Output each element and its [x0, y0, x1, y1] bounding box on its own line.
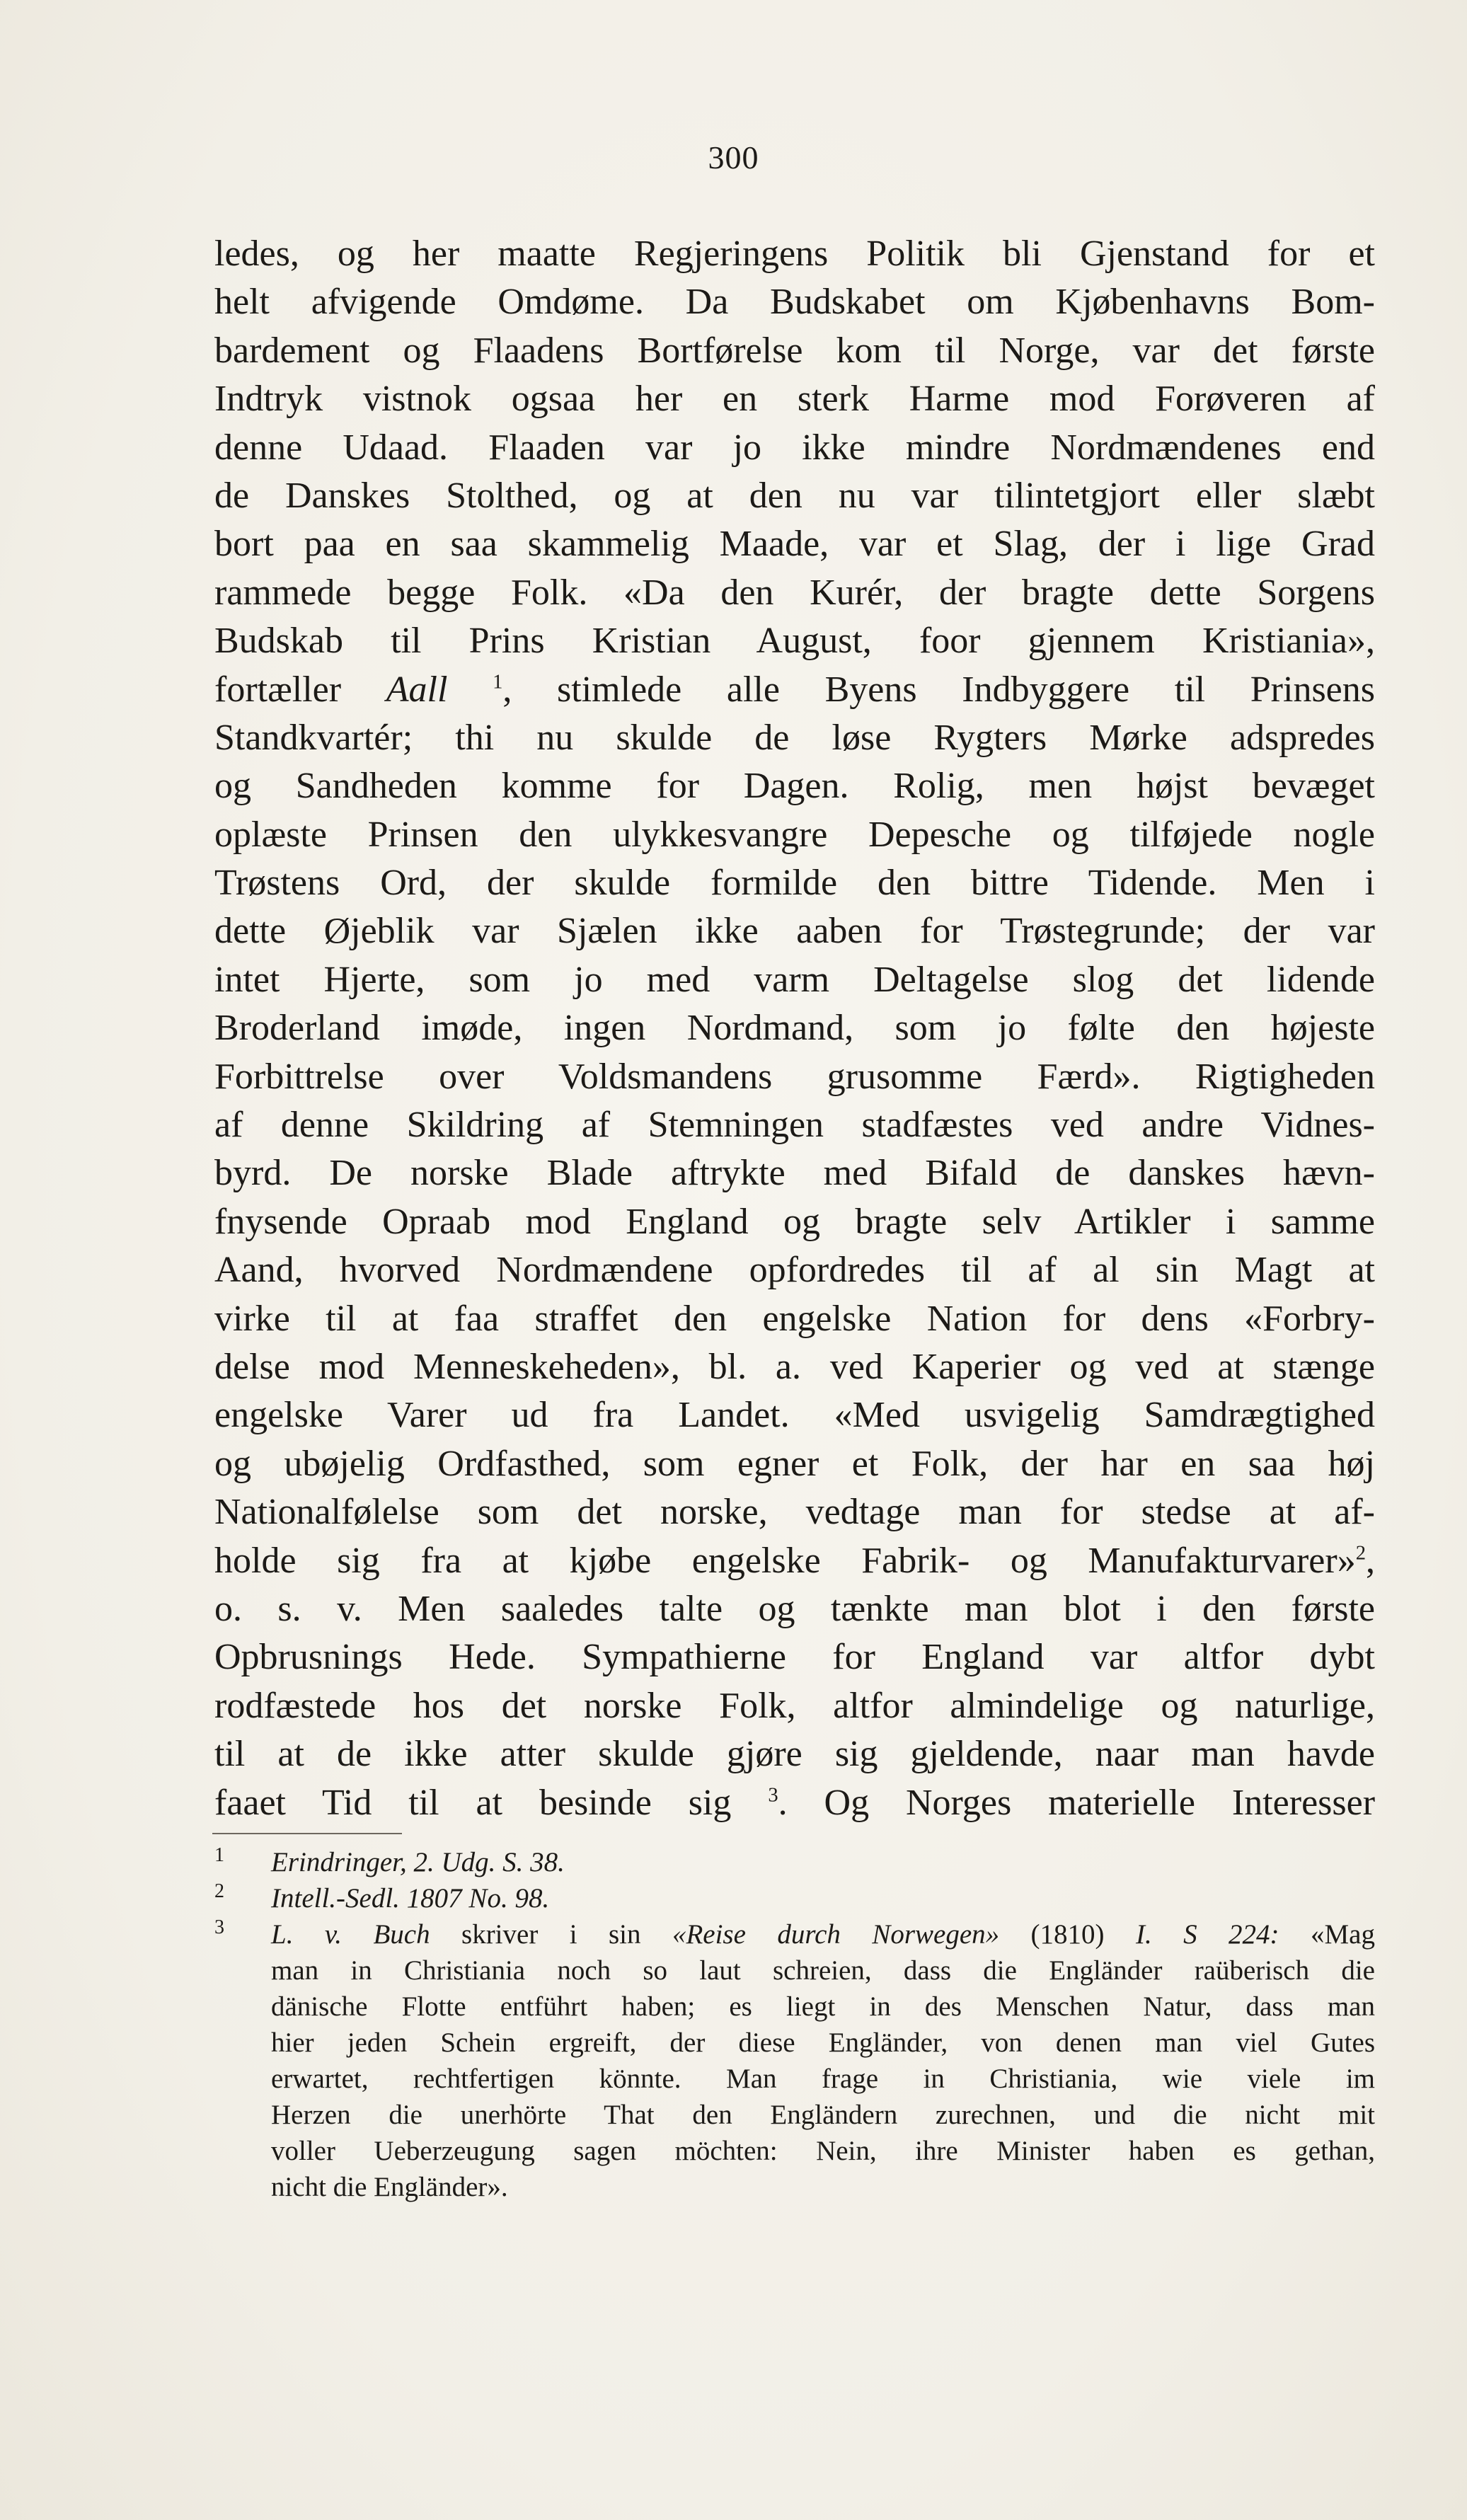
footnote-1: 1 Erindringer, 2. Udg. S. 38. — [214, 1844, 565, 1877]
footnote-3-line: erwartet, rechtfertigen könnte. Man frage in Christiania, wie viele im — [271, 2064, 1375, 2094]
page-number: 300 — [708, 139, 759, 176]
text-line: dette Øjeblik var Sjælen ikke aaben for Trøstegrunde; der var — [214, 911, 1375, 952]
cited-page: I. S 224: — [1135, 1919, 1279, 1950]
cited-work: «Reise durch Norwegen» — [672, 1919, 1000, 1950]
text-line: og Sandheden komme for Dagen. Rolig, men højst bevæget — [214, 766, 1375, 807]
text-line: Indtryk vistnok ogsaa her en sterk Harme mod Forøveren af — [214, 379, 1375, 420]
footnotes — [214, 1844, 1375, 2205]
text-line: oplæste Prinsen den ulykkesvangre Depesche og tilføjede nogle — [214, 814, 1375, 855]
footnote-3-line: hier jeden Schein ergreift, der diese Engländer, von denen man viel Gutes — [271, 2027, 1375, 2058]
text-segment: , — [1366, 1540, 1375, 1581]
text-segment: fortæller — [214, 669, 342, 710]
text-line: Trøstens Ord, der skulde formilde den bittre Tidende. Men i — [214, 863, 1375, 904]
text-line: ledes, og her maatte Regjeringens Politik bli Gjenstand for et — [214, 234, 1375, 274]
footnote-ref: 1 — [493, 671, 503, 694]
text-line: Nationalfølelse som det norske, vedtage man for stedse at af- — [214, 1492, 1375, 1533]
text-line: Standkvartér; thi nu skulde de løse Rygters Mørke adspredes — [214, 717, 1375, 758]
footnote-text: Erindringer, 2. Udg. S. 38. — [271, 1847, 565, 1877]
text-line: o. s. v. Men saaledes talte og tænkte man blot i den første — [214, 1588, 1375, 1629]
text-line: Budskab til Prins Kristian August, foor gjennem Kristiania», — [214, 621, 1375, 662]
footnote-3-line: Herzen die unerhörte That den Engländern zurechnen, und die nicht mit — [271, 2100, 1375, 2130]
body-text — [214, 230, 1375, 1827]
footnote-divider — [212, 1833, 402, 1834]
footnote-3-line: man in Christiania noch so laut schreien, dass die Engländer raüberisch die — [271, 1955, 1375, 1986]
text-line: til at de ikke atter skulde gjøre sig gjeldende, naar man havde — [214, 1734, 1375, 1775]
footnote-3-line: dänische Flotte entführt haben; es liegt in des Menschen Natur, dass man — [271, 1991, 1375, 2022]
text-line: Aand, hvorved Nordmændene opfordredes til af al sin Magt at — [214, 1250, 1375, 1291]
text-segment: , stimlede alle Byens Indbyggere til Prinsens — [502, 669, 1375, 710]
text-line: bort paa en saa skammelig Maade, var et Slag, der i lige Grad — [214, 524, 1375, 565]
text-line: Broderland imøde, ingen Nordmand, som jo følte den højeste — [214, 1008, 1375, 1049]
text-segment: holde sig fra at kjøbe engelske Fabrik- og Manufakturvarer» — [214, 1540, 1356, 1581]
footnote-ref: 2 — [1355, 1542, 1366, 1565]
text-line-with-citation — [214, 1537, 1375, 1585]
text-segment: skriver i sin — [430, 1919, 672, 1950]
text-segment: . Og Norges materielle Interesser — [778, 1782, 1376, 1823]
text-line: rammede begge Folk. «Da den Kurér, der bragte dette Sorgens — [214, 572, 1375, 613]
text-line: af denne Skildring af Stemningen stadfæstes ved andre Vidnes- — [214, 1105, 1375, 1146]
text-line-with-citation — [214, 666, 1375, 714]
text-line: engelske Varer ud fra Landet. «Med usvigelig Samdrægtighed — [214, 1395, 1375, 1436]
footnote-ref: 3 — [768, 1784, 778, 1807]
text-line: byrd. De norske Blade aftrykte med Bifald de danskes hævn- — [214, 1153, 1375, 1194]
footnote-3-line: 3 L. v. Buch skriver i sin «Reise durch Norwegen» (1810) I. S 224: «Mag — [214, 1916, 1375, 1950]
cited-author: L. v. Buch — [271, 1919, 430, 1950]
cited-author: Aall — [386, 669, 448, 710]
text-line: rodfæstede hos det norske Folk, altfor almindelige og naturlige, — [214, 1685, 1375, 1726]
text-line: bardement og Flaadens Bortførelse kom til Norge, var det første — [214, 330, 1375, 371]
text-line: denne Udaad. Flaaden var jo ikke mindre Nordmændenes end — [214, 427, 1375, 468]
text-line-with-citation — [214, 1779, 1375, 1827]
text-line: helt afvigende Omdøme. Da Budskabet om Kjøbenhavns Bom- — [214, 282, 1375, 323]
text-line: de Danskes Stolthed, og at den nu var tilintetgjort eller slæbt — [214, 475, 1375, 516]
text-segment: «Mag — [1279, 1919, 1375, 1950]
footnote-3-line: voller Ueberzeugung sagen möchten: Nein, ihre Minister haben es gethan, — [271, 2136, 1375, 2166]
footnote-text: Intell.-Sedl. 1807 No. 98. — [271, 1883, 550, 1914]
text-line: intet Hjerte, som jo med varm Deltagelse slog det lidende — [214, 959, 1375, 1000]
footnote-3-line: nicht die Engländer». — [271, 2172, 508, 2202]
text-line: Forbittrelse over Voldsmandens grusomme Færd». Rigtigheden — [214, 1056, 1375, 1097]
text-line: og ubøjelig Ordfasthed, som egner et Folk, der har en saa høj — [214, 1443, 1375, 1484]
text-segment: faaet Tid til at besinde sig — [214, 1782, 732, 1823]
text-line: Opbrusnings Hede. Sympathierne for England var altfor dybt — [214, 1637, 1375, 1678]
text-line: virke til at faa straffet den engelske Nation for dens «Forbry- — [214, 1298, 1375, 1339]
footnote-2: 2 Intell.-Sedl. 1807 No. 98. — [214, 1880, 550, 1914]
text-segment: (1810) — [999, 1919, 1136, 1950]
text-line: delse mod Menneskeheden», bl. a. ved Kaperier og ved at stænge — [214, 1346, 1375, 1387]
text-line: fnysende Opraab mod England og bragte selv Artikler i samme — [214, 1201, 1375, 1242]
